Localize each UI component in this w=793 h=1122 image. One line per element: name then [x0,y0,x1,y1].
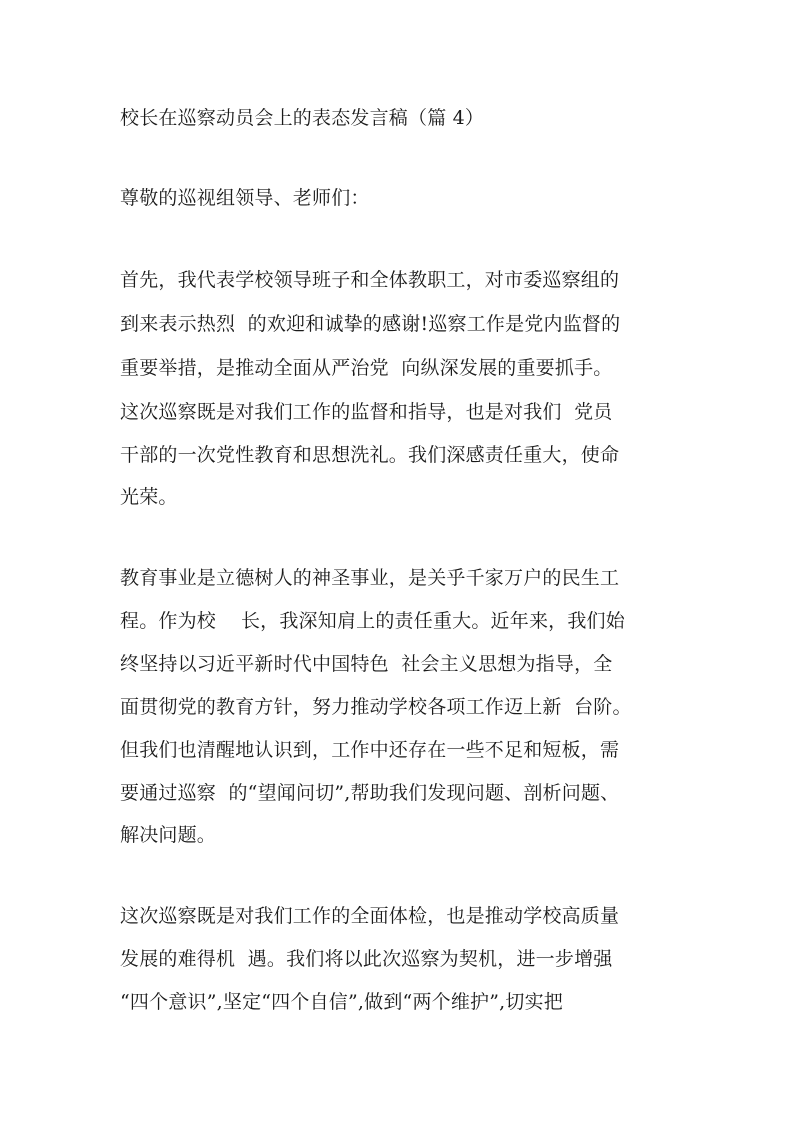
paragraph-line: 到来表示热烈 的欢迎和诚挚的感谢!巡察工作是党内监督的 [120,313,621,335]
salutation: 尊敬的巡视组领导、老师们： [120,187,370,209]
paragraph-line: 教育事业是立德树人的神圣事业，是关乎千家万户的民生工 [120,567,620,589]
paragraph-line: 发展的难得机 遇。我们将以此次巡察为契机，进一步增强 [120,948,613,970]
paragraph-line: 终坚持以习近平新时代中国特色 社会主义思想为指导，全 [120,653,613,675]
paragraph-line: 解决问题。 [120,824,217,846]
document-title: 校长在巡察动员会上的表态发言稿（篇 4） [120,107,485,129]
paragraph-line: 干部的一次党性教育和思想洗礼。我们深感责任重大，使命 [120,444,620,466]
paragraph-line: 这次巡察既是对我们工作的全面体检，也是推动学校高质量 [120,905,620,927]
paragraph-line: 光荣。 [120,486,178,508]
paragraph-line: 首先，我代表学校领导班子和全体教职工，对市委巡察组的 [120,269,620,291]
paragraph-line: 程。作为校 长，我深知肩上的责任重大。近年来，我们始 [120,610,625,632]
paragraph-line: 重要举措，是推动全面从严治党 向纵深发展的重要抓手。 [120,357,613,379]
paragraph-line: 面贯彻党的教育方针，努力推动学校各项工作迈上新 台阶。 [120,696,632,718]
paragraph-line: 要通过巡察 的“望闻问切”,帮助我们发现问题、剖析问题、 [120,782,620,804]
paragraph-line: 但我们也清醒地认识到，工作中还存在一些不足和短板，需 [120,739,620,761]
paragraph-line: 这次巡察既是对我们工作的监督和指导，也是对我们 党员 [120,401,613,423]
paragraph-line: “四个意识”,坚定“四个自信”,做到“两个维护”,切实把 [120,991,563,1013]
